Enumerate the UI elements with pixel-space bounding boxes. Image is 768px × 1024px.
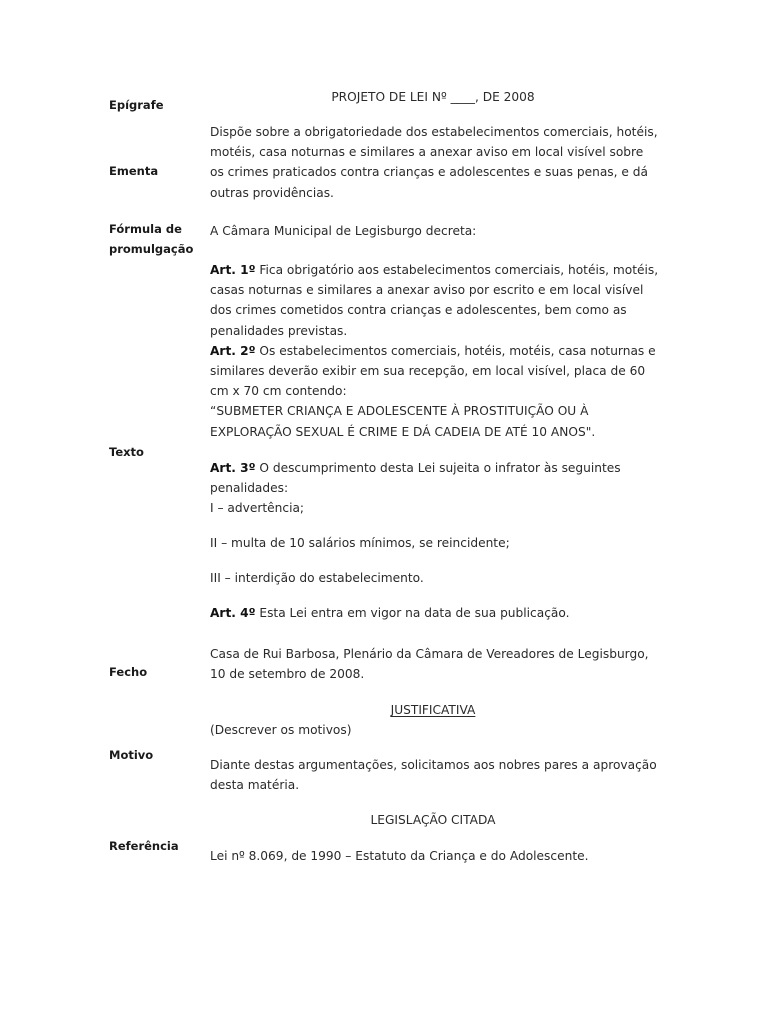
label-fecho: Fecho [109,665,148,679]
article-4-text: Esta Lei entra em vigor na data de sua publicação. [255,606,570,620]
legislacao-reference: Lei nº 8.069, de 1990 – Estatuto da Criança e do Adolescente. [210,849,589,863]
justificativa-closing: Diante destas argumentações, solicitamos aos nobres pares a aprovação desta matéria. [210,758,657,793]
article-1 [210,260,660,341]
article-2-text: Os estabelecimentos comerciais, hotéis, motéis, casa noturnas e similares deverão exibir em sua recepção, em local visível, placa de 60 cm x 70 cm contendo: [210,343,656,399]
article-2-quote: “SUBMETER CRIANÇA E ADOLESCENTE À PROSTITUIÇÃO OU À EXPLORAÇÃO SEXUAL É CRIME E DÁ CADEIA DE ATÉ 10 ANOS". [210,404,596,439]
article-2 [210,341,660,402]
article-3-label: Art. 3º [210,461,256,475]
article-2-label: Art. 2º [210,343,256,358]
article-4-label: Art. 4º [210,606,256,620]
article-3 [210,458,660,519]
ementa-text: Dispõe sobre a obrigatoriedade dos estabelecimentos comerciais, hotéis, motéis, casa noturnas e similares a anexar aviso em local visível sobre os crimes praticados contra crianças e adolescentes e suas penas, e dá outras providências. [210,125,658,200]
label-formula [109,219,201,259]
article-4 [210,603,660,623]
formula-text: A Câmara Municipal de Legisburgo decreta: [210,224,477,238]
label-motivo: Motivo [109,748,154,762]
penalty-item-2: II – multa de 10 salários mínimos, se reincidente; [210,536,510,550]
article-1-text: Fica obrigatório aos estabelecimentos comerciais, hotéis, motéis, casas noturnas e similares a anexar aviso por escrito e em local visível dos crimes cometidos contra crianças e adolescentes, bem como as penalidades previstas. [210,263,659,338]
label-formula-line1: Fórmula de [109,222,182,236]
fecho-text: Casa de Rui Barbosa, Plenário da Câmara de Vereadores de Legisburgo, 10 de setembro de 2008. [210,647,649,682]
label-ementa: Ementa [109,164,159,178]
articles-1-2 [210,260,660,442]
label-epigrafe: Epígrafe [109,98,164,112]
justificativa-placeholder: (Descrever os motivos) [210,723,352,737]
label-formula-line2: promulgação [109,242,194,256]
label-referencia: Referência [109,839,179,853]
penalty-item-3: III – interdição do estabelecimento. [210,571,424,585]
justificativa-heading: JUSTIFICATIVA [390,703,476,717]
penalty-item-1: I – advertência; [210,501,305,516]
article-3-text: O descumprimento desta Lei sujeita o infrator às seguintes penalidades: [210,461,621,496]
article-1-label: Art. 1º [210,263,256,277]
legislacao-heading: LEGISLAÇÃO CITADA [370,813,496,827]
page-title: PROJETO DE LEI Nº ____, DE 2008 [331,90,535,104]
label-texto: Texto [109,445,144,459]
